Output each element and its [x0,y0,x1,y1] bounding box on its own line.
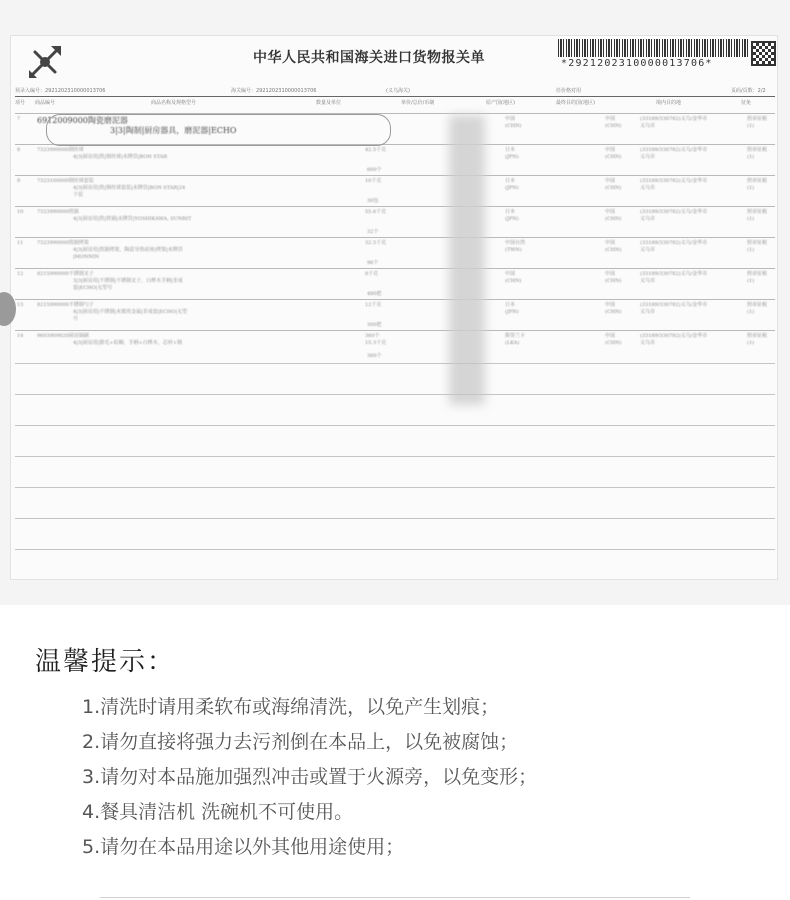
table-cell-dest: 中国 (CHN) [605,178,622,191]
table-cell-dest: 中国 (CHN) [605,271,622,284]
table-cell-code-name: 6912009000陶瓷磨泥器 [37,116,128,125]
column-header: 商品编号 [35,100,56,106]
table-cell-origin: 中国 (CHN) [505,116,522,129]
table-cell-spec: 3|3|厨房用|不锈钢|不锈钢叉子，白桦木手柄|非成 套|ECHO|无型号 [73,278,183,291]
table-cell-origin: 中国 (CHN) [505,271,522,284]
table-cell-no: 10 [17,209,24,215]
table-cell-dest: 中国 (CHN) [605,333,622,346]
table-cell-qty2: 480把 [367,291,382,297]
column-header: 最终目的国(地区) [556,100,595,106]
list-item: 4.餐具清洁机 洗碗机不可使用。 [82,801,354,823]
table-cell-district: (33189/330782)义乌/金华市 义乌市 [640,333,708,346]
tips-list [82,692,537,867]
column-header: 项号 [15,100,26,106]
table-cell-district: (33189/330782)义乌/金华市 义乌市 [640,209,708,222]
customs-declaration-form [10,35,778,580]
table-cell-spec: 3|3|陶制|厨房器具，磨泥器|ECHO [110,126,237,135]
table-cell-code-name: 7323990000铁锅 [37,209,79,215]
table-cell-qty2: 600个 [367,167,382,173]
table-cell-dest: 中国 (CHN) [605,240,622,253]
table-cell-duty: 照章征税 (1) [747,178,768,191]
declare-date-label: 任价格对用 [556,88,582,94]
table-cell-origin: 中国台湾 (TWN) [505,240,526,253]
table-cell-qty: 55.6千克 [365,209,387,215]
table-cell-code-name: 7323990000钢丝球 [37,147,84,153]
table-row [15,268,775,299]
table-cell-district: (33189/330782)义乌/金华市 义乌市 [640,240,708,253]
table-cell-qty: 8千克 [365,271,379,277]
table-rule [15,363,775,364]
table-cell-spec: 4|3|厨房用|不锈钢|未镀贵金属|非成套|ECHO|无型 号 [73,309,188,322]
table-cell-district: (33189/330782)义乌/金华市 义乌市 [640,302,708,315]
table-cell-duty: 照章征税 (1) [747,209,768,222]
table-row [15,299,775,330]
barcode-number: *2921202310000013706* [561,58,713,69]
table-cell-code-name: 8215990000不锈钢勺子 [37,302,94,308]
table-rule [15,549,775,550]
table-cell-qty2: 360个 [367,353,382,359]
table-cell-duty: 照章征税 (1) [747,147,768,160]
table-cell-duty: 照章征税 (1) [747,271,768,284]
column-header: 数量及单位 [316,100,342,106]
table-row [15,330,775,361]
table-cell-origin: 日本 (JPN) [505,302,519,315]
document-title: 中华人民共和国海关进口货物报关单 [253,50,485,66]
table-cell-qty2: 96个 [367,260,379,266]
table-row [15,206,775,237]
table-cell-qty2: 300把 [367,322,382,328]
table-cell-dest: 中国 (CHN) [605,209,622,222]
table-cell-origin: 日本 (JPN) [505,209,519,222]
column-header: 征免 [741,100,752,106]
column-header: 单价/总价/币制 [401,100,435,106]
table-cell-spec: 4|3|厨房用|铁制烤架，陶瓷导热底座|烤架|未牌货 |MONNIN [73,247,183,260]
list-item: 1.清洗时请用柔软布或海绵清洗，以免产生划痕； [82,696,500,718]
table-cell-district: (33189/330782)义乌/金华市 义乌市 [640,147,708,160]
table-cell-district: (33189/330782)义乌/金华市 义乌市 [640,271,708,284]
table-cell-qty: 12千克 [365,302,382,308]
table-row [15,144,775,175]
table-cell-duty: 照章征税 (1) [747,302,768,315]
table-cell-no: 9 [17,178,21,184]
table-cell-spec: 4|3|厨房用|铁|钢丝球|未牌货|BON STAR [73,154,168,160]
list-item: 3.请勿对本品施加强烈冲击或置于火源旁，以免变形； [82,766,538,788]
table-cell-spec: 4|3|厨房用|铁|铁锅|未牌货|YOSHIKAWA, SUNRIT [73,216,192,222]
table-cell-dest: 中国 (CHN) [605,116,622,129]
table-cell-district: (33189/330782)义乌/金华市 义乌市 [640,116,708,129]
table-cell-spec: 4|3|厨房用|猪毛+棕榈，手柄+白桦木，芯材+钢 [73,340,182,346]
table-cell-dest: 中国 (CHN) [605,302,622,315]
table-cell-origin: 斯里兰卡 (LKA) [505,333,526,346]
list-item: 5.请勿在本品用途以外其他用途使用； [82,836,405,858]
qr-code [751,41,776,66]
table-cell-origin: 日本 (JPN) [505,178,519,191]
table-cell-no: 8 [17,147,21,153]
table-cell-qty: 32.5千克 [365,240,387,246]
table-cell-code-name: 7323100000钢丝球套装 [37,178,94,184]
table-row [15,237,775,268]
table-cell-spec: 4|3|厨房用|铁|钢丝球套装|未牌货|BON STAR|24 个装 [73,185,186,198]
table-cell-duty: 照章征税 (1) [747,240,768,253]
table-cell-qty: 360个 15.3千克 [365,333,387,346]
table-cell-no: 13 [17,302,24,308]
table-cell-qty2: 32个 [367,229,379,235]
table-cell-duty: 照章征税 (1) [747,116,768,129]
highlighted-item-outline [46,114,391,146]
table-cell-qty: 10千克 [365,178,382,184]
table-rule [15,456,775,457]
table-cell-no: 7 [17,116,21,122]
table-rule [15,425,775,426]
table-cell-code-name: 8215990000不锈钢叉子 [37,271,94,277]
table-rule [15,394,775,395]
table-cell-duty: 照章征税 (1) [747,333,768,346]
table-cell-dest: 中国 (CHN) [605,147,622,160]
table-rule [15,518,775,519]
table-cell-district: (33189/330782)义乌/金华市 义乌市 [640,178,708,191]
pre-entry-number: 预录入编号：2921202310000013706 [15,88,106,94]
barcode [558,39,748,57]
list-item: 2.请勿直接将强力去污剂倒在本品上，以免被腐蚀； [82,731,519,753]
table-cell-no: 11 [17,240,24,246]
table-cell-qty: 42.5千克 [365,147,387,153]
bottom-divider [100,897,690,898]
table-cell-qty2: 30包 [367,198,379,204]
table-cell-origin: 日本 (JPN) [505,147,519,160]
page-indicator: 页码/页数：2/2 [731,88,766,94]
table-cell-no: 14 [17,333,24,339]
column-header: 原产国(地区) [486,100,515,106]
customs-number: 海关编号：2921202310000013706 [231,88,317,94]
redaction-blur [449,115,485,405]
header-rule [15,96,775,97]
column-header: 商品名称及规格型号 [151,100,197,106]
table-rule [15,487,775,488]
table-row [15,175,775,206]
column-header: 境内目的地 [656,100,682,106]
table-cell-no: 12 [17,271,24,277]
table-cell-code-name: 9603909020厨房锅刷 [37,333,89,339]
customs-port: (义乌海关) [386,88,410,94]
table-cell-code-name: 7323990000铁制烤架 [37,240,89,246]
customs-emblem-icon [25,42,65,82]
notice-title: 温馨提示： [35,647,176,677]
